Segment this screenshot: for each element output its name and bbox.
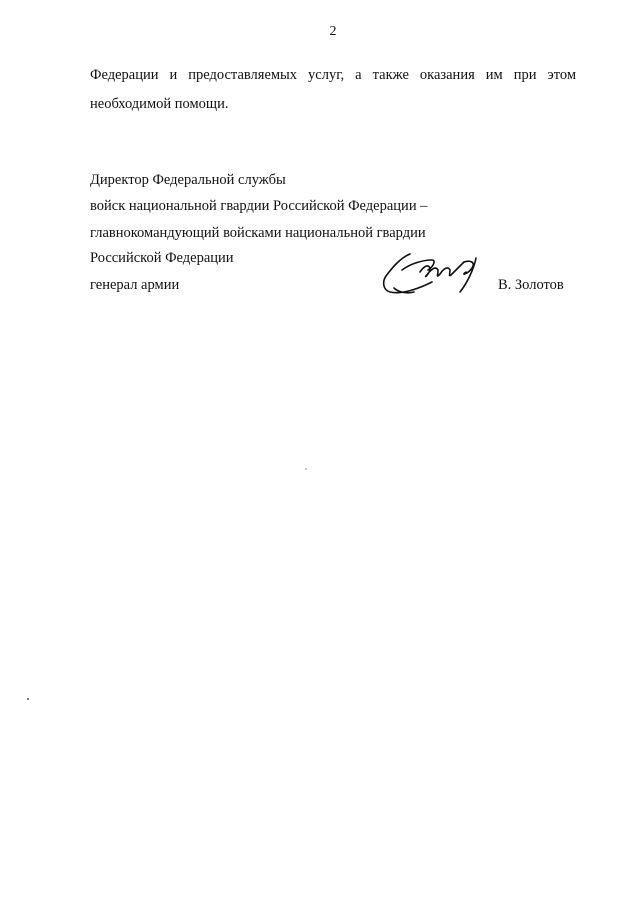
signatory-name: В. Золотов [498, 277, 564, 293]
signatory-position-line-4: Российской Федерации [90, 250, 234, 266]
signatory-position-line-1: Директор Федеральной службы [90, 172, 286, 188]
paragraph-line-1: Федерации и предоставляемых услуг, а также оказания им при этом [90, 67, 576, 83]
signatory-rank: генерал армии [90, 277, 180, 293]
scan-speck [27, 698, 29, 700]
scan-speck [305, 468, 307, 470]
body-paragraph [90, 61, 576, 119]
page-number: 2 [329, 24, 337, 39]
signatory-position-line-2: войск национальной гвардии Российской Федерации – [90, 198, 428, 214]
handwritten-signature [380, 248, 490, 304]
signatory-position-line-3: главнокомандующий войсками национальной гвардии [90, 225, 426, 241]
paragraph-line-2: необходимой помощи. [90, 96, 229, 112]
